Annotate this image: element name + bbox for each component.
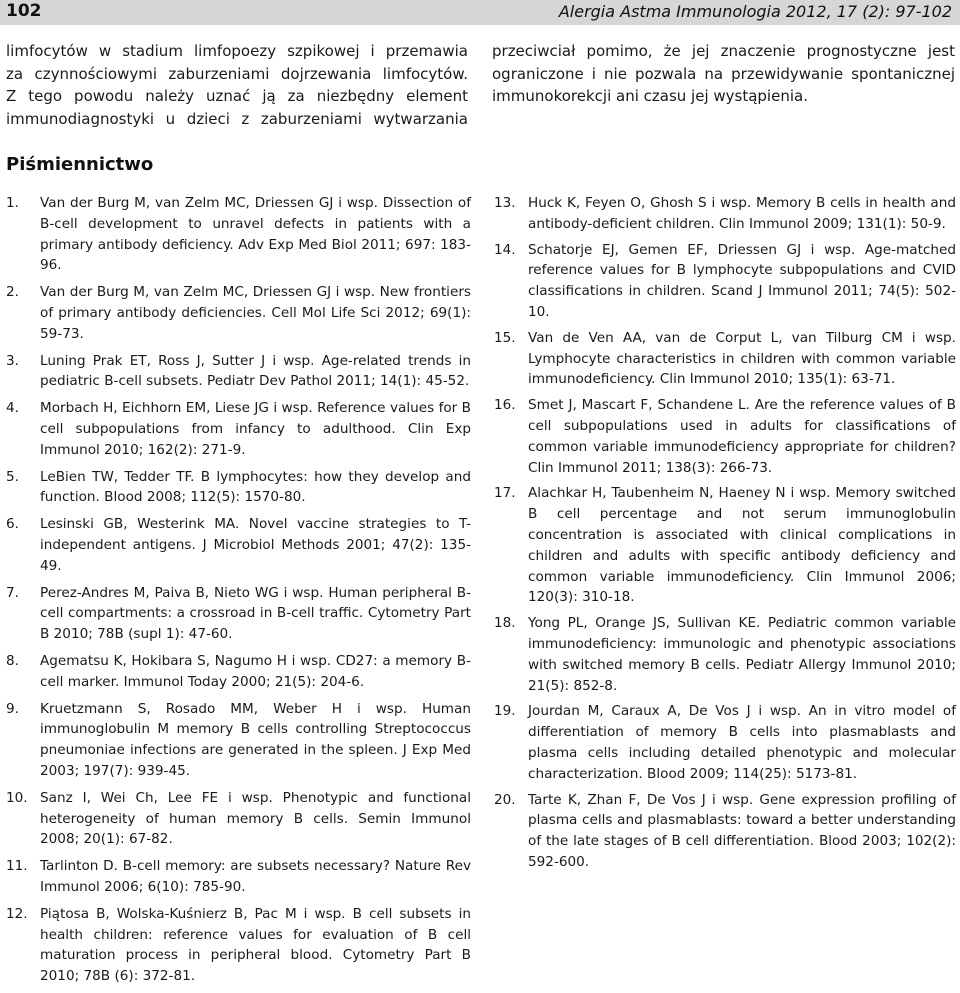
reference-text: Schatorje EJ, Gemen EF, Driessen GJ i wsp. Age-matched reference values for B lymphocyte subpopulations and CVID classifications in children. Scand J Immunol 2011; 74(5): 502-10. bbox=[528, 241, 956, 320]
reference-number: 8. bbox=[6, 652, 19, 669]
reference-number: 19. bbox=[494, 703, 516, 720]
reference-item bbox=[494, 328, 956, 390]
reference-item bbox=[494, 395, 956, 478]
reference-text: Jourdan M, Caraux A, De Vos J i wsp. An in vitro model of differentiation of memory B cells into plasmablasts and plasma cells including detailed phenotypic and molecular characterization. Blood 2009; 114(25): 5173-81. bbox=[528, 703, 956, 782]
reference-item bbox=[6, 651, 471, 693]
reference-item bbox=[6, 699, 471, 782]
reference-number: 14. bbox=[494, 241, 516, 258]
reference-number: 18. bbox=[494, 615, 516, 632]
reference-text: Alachkar H, Taubenheim N, Haeney N i wsp. Memory switched B cell percentage and not serum immunoglobulin concentration is associated with clinical complications in children and adults with specific antibody deficiency and common variable immunodeficiency. Clin Immunol 2006; 120(3): 310-18. bbox=[528, 485, 956, 606]
reference-number: 15. bbox=[494, 329, 516, 346]
reference-text: Luning Prak ET, Ross J, Sutter J i wsp. Age-related trends in pediatric B-cell subsets. Pediatr Dev Pathol 2011; 14(1): 45-52. bbox=[40, 352, 471, 390]
references-heading: Piśmiennictwo bbox=[6, 154, 154, 175]
reference-item bbox=[494, 613, 956, 696]
reference-text: Lesinski GB, Westerink MA. Novel vaccine strategies to T-independent antigens. J Microbiol Methods 2001; 47(2): 135-49. bbox=[40, 516, 471, 574]
reference-text: Sanz I, Wei Ch, Lee FE i wsp. Phenotypic and functional heterogeneity of human memory B cells. Semin Immunol 2008; 20(1): 67-82. bbox=[40, 789, 471, 848]
reference-item bbox=[6, 282, 471, 344]
reference-item bbox=[494, 483, 956, 608]
references-list-left bbox=[6, 193, 471, 993]
reference-text: Smet J, Mascart F, Schandene L. Are the reference values of B cell subpopulations used in adults for classifications of common variable immunodeficiency appropriate for children? Clin Immunol 2011; 138(3): 266-73. bbox=[528, 397, 956, 476]
reference-item bbox=[6, 398, 471, 460]
reference-number: 9. bbox=[6, 700, 19, 717]
reference-text: Morbach H, Eichhorn EM, Liese JG i wsp. Reference values for B cell subpopulations from infancy to adulthood. Clin Exp Immunol 2010; 162(2): 271-9. bbox=[40, 400, 471, 458]
reference-text: Tarte K, Zhan F, De Vos J i wsp. Gene expression profiling of plasma cells and plasmablasts: toward a better understanding of the late stages of B cell differentiation. Blood 2003; 102(2): 592-600. bbox=[528, 791, 956, 870]
reference-number: 11. bbox=[6, 858, 28, 875]
reference-item bbox=[494, 701, 956, 784]
reference-item bbox=[6, 856, 471, 898]
reference-number: 1. bbox=[6, 195, 19, 211]
reference-item bbox=[494, 240, 956, 323]
reference-item bbox=[494, 790, 956, 873]
reference-text: Tarlinton D. B-cell memory: are subsets necessary? Nature Rev Immunol 2006; 6(10): 785-90. bbox=[40, 858, 471, 895]
reference-item bbox=[6, 351, 471, 393]
reference-item bbox=[6, 904, 471, 987]
reference-number: 16. bbox=[494, 397, 516, 414]
reference-number: 5. bbox=[6, 468, 19, 485]
reference-item bbox=[494, 193, 956, 235]
body-line: Z tego powodu należy uznać ją za niezbędny element bbox=[6, 87, 468, 105]
reference-text: Van der Burg M, van Zelm MC, Driessen GJ i wsp. Dissection of B-cell development to unravel defects in patients with a primary antibody deficiency. Adv Exp Med Biol 2011; 697: 183-96. bbox=[40, 195, 471, 274]
reference-item bbox=[6, 514, 471, 576]
reference-number: 20. bbox=[494, 791, 516, 808]
reference-item bbox=[6, 193, 471, 276]
reference-number: 7. bbox=[6, 584, 19, 601]
body-line: za czynnościowymi zaburzeniami dojrzewania limfocytów. bbox=[6, 64, 468, 83]
reference-text: LeBien TW, Tedder TF. B lymphocytes: how they develop and function. Blood 2008; 112(5): 1570-80. bbox=[40, 468, 471, 506]
reference-number: 3. bbox=[6, 352, 19, 369]
body-text-left bbox=[6, 40, 468, 130]
reference-number: 17. bbox=[494, 485, 516, 502]
body-line: ograniczone i nie pozwala na przewidywanie spontanicznej bbox=[492, 64, 955, 83]
reference-item bbox=[6, 583, 471, 645]
body-line: przeciwciał pomimo, że jej znaczenie prognostyczne jest bbox=[492, 42, 955, 60]
reference-text: Piątosa B, Wolska-Kuśnierz B, Pac M i wsp. B cell subsets in health children: reference values for evaluation of B cell maturation process in peripheral blood. Cytometry Part B 2010; 78B (6): 372-81. bbox=[40, 905, 471, 985]
body-line: immunokorekcji ani czasu jej wystąpienia. bbox=[492, 87, 808, 105]
reference-text: Yong PL, Orange JS, Sullivan KE. Pediatric common variable immunodeficiency: immunologic and phenotypic associations with switched memory B cells. Pediatr Allergy Immunol 2010; 21(5): 852-8. bbox=[528, 615, 956, 694]
reference-text: Perez-Andres M, Paiva B, Nieto WG i wsp. Human peripheral B-cell compartments: a crossroad in B-cell traffic. Cytometry Part B 2010; 78B (supl 1): 47-60. bbox=[40, 584, 471, 643]
references-list-right bbox=[494, 193, 956, 878]
body-line: immunodiagnostyki u dzieci z zaburzeniami wytwarzania bbox=[6, 109, 468, 128]
reference-number: 6. bbox=[6, 516, 19, 533]
reference-text: Huck K, Feyen O, Ghosh S i wsp. Memory B cells in health and antibody-deficient children. Clin Immunol 2009; 131(1): 50-9. bbox=[528, 195, 956, 232]
reference-item bbox=[6, 788, 471, 850]
page-header bbox=[0, 0, 960, 25]
reference-number: 10. bbox=[6, 789, 28, 806]
body-text-right bbox=[492, 40, 955, 108]
reference-number: 13. bbox=[494, 195, 516, 211]
reference-text: Van de Ven AA, van de Corput L, van Tilburg CM i wsp. Lymphocyte characteristics in children with common variable immunodeficiency. Clin Immunol 2010; 135(1): 63-71. bbox=[528, 329, 956, 388]
reference-text: Agematsu K, Hokibara S, Nagumo H i wsp. CD27: a memory B-cell marker. Immunol Today 2000; 21(5): 204-6. bbox=[40, 652, 471, 690]
reference-number: 2. bbox=[6, 284, 19, 301]
journal-title: Alergia Astma Immunologia 2012, 17 (2): 97-102 bbox=[558, 2, 952, 21]
page-number: 102 bbox=[6, 1, 42, 21]
reference-text: Kruetzmann S, Rosado MM, Weber H i wsp. Human immunoglobulin M memory B cells controlling Streptococcus pneumoniae infections are generated in the spleen. J Exp Med 2003; 197(7): 939-45. bbox=[40, 700, 471, 779]
reference-item bbox=[6, 467, 471, 509]
reference-number: 12. bbox=[6, 905, 28, 922]
body-line: limfocytów w stadium limfopoezy szpikowej i przemawia bbox=[6, 42, 468, 60]
reference-number: 4. bbox=[6, 400, 19, 417]
reference-text: Van der Burg M, van Zelm MC, Driessen GJ i wsp. New frontiers of primary antibody deficiencies. Cell Mol Life Sci 2012; 69(1): 59-73. bbox=[40, 284, 471, 342]
